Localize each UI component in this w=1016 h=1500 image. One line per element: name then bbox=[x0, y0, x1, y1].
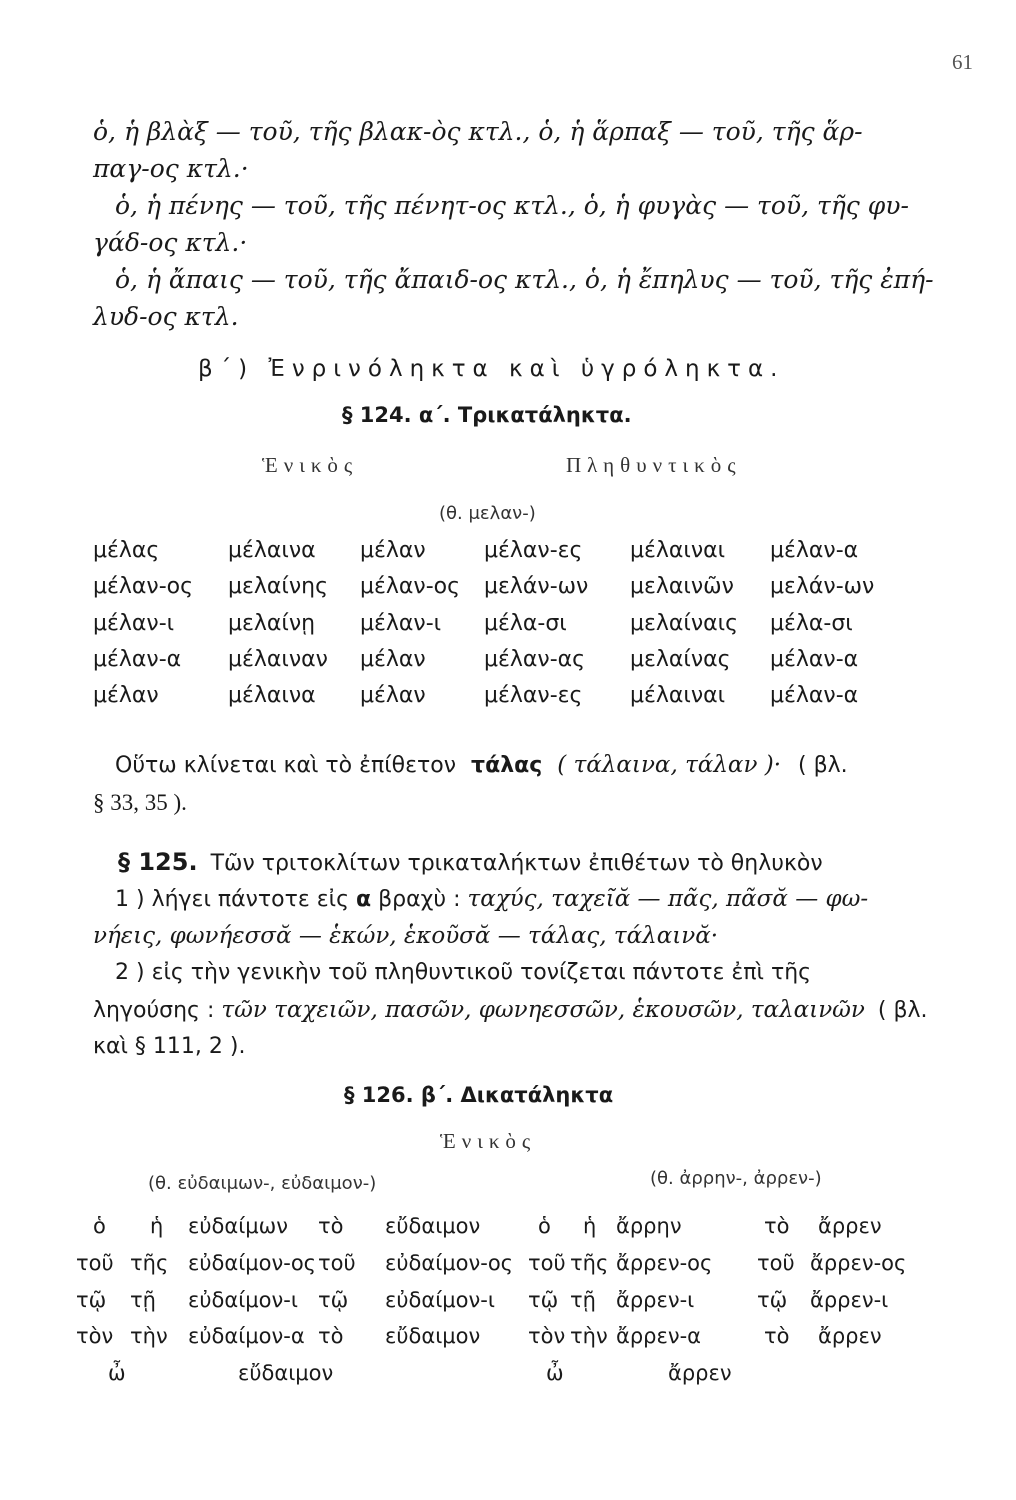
sec125-text: 1 ) λήγει πάντοτε εἰς bbox=[115, 887, 349, 912]
cell: μέλαν-α bbox=[770, 538, 859, 563]
sec125-line-5 bbox=[93, 997, 928, 1023]
cell: εὐδαίμον-α bbox=[188, 1324, 305, 1348]
cell: μέλαιναι bbox=[630, 683, 726, 708]
note-text: Οὕτω κλίνεται καὶ τὸ ἐπίθετον bbox=[115, 753, 457, 778]
cell: ἄρρεν-ος bbox=[616, 1251, 713, 1275]
cell: τῷ bbox=[76, 1288, 107, 1312]
cell: εὐδαίμον-ος bbox=[188, 1251, 316, 1275]
cell: ἄρρην bbox=[616, 1214, 682, 1238]
note-line-1 bbox=[115, 752, 848, 778]
intro-line-6: λυδ-ος κτλ. bbox=[93, 302, 239, 331]
sec125-line-3: νήεις, φωνήεσσᾰ — ἑκών, ἑκοῦσᾰ — τάλας, τάλαινᾰ· bbox=[93, 923, 719, 949]
cell: τοῦ bbox=[528, 1251, 566, 1275]
cell: μέλαν-α bbox=[770, 683, 859, 708]
intro-line-1: ὁ, ἡ βλὰξ — τοῦ, τῆς βλακ-ὸς κτλ., ὁ, ἡ ἅρπαξ — τοῦ, τῆς ἅρ- bbox=[93, 117, 863, 146]
cell: μέλαν-ος bbox=[93, 574, 194, 599]
cell: ἄρρεν-ι bbox=[616, 1288, 695, 1312]
cell: μελαινῶν bbox=[630, 574, 734, 599]
section-126-title: § 126. β΄. Δικατάληκτα bbox=[344, 1083, 614, 1107]
cell: ἄρρεν bbox=[668, 1361, 732, 1385]
note-word-talas: τάλας bbox=[471, 753, 543, 778]
cell: τοῦ bbox=[757, 1251, 795, 1275]
cell: ἡ bbox=[150, 1214, 164, 1238]
cell: τὸ bbox=[318, 1214, 344, 1238]
sec125-ref: ( βλ. bbox=[877, 998, 928, 1023]
cell: ἄρρεν-α bbox=[616, 1324, 702, 1348]
cell: μέλαν-α bbox=[770, 647, 859, 672]
cell: εὐδαίμον-ι bbox=[385, 1288, 495, 1312]
cell: τῇ bbox=[130, 1288, 156, 1312]
sec125-line-2 bbox=[115, 886, 868, 912]
cell: μέλα-σι bbox=[770, 611, 853, 636]
note-line-2: § 33, 35 ). bbox=[93, 790, 187, 815]
cell: τὸ bbox=[318, 1324, 344, 1348]
section-124-title: § 124. α΄. Τρικατάληκτα. bbox=[342, 403, 632, 427]
sec125-text: ληγούσης : bbox=[93, 998, 215, 1023]
cell: εὔδαιμον bbox=[385, 1214, 481, 1238]
cell: μέλαν bbox=[93, 683, 159, 708]
cell: τῷ bbox=[528, 1288, 559, 1312]
cell: μέλαν bbox=[360, 683, 426, 708]
cell: μέλαν-ι bbox=[93, 611, 175, 636]
page-number: 61 bbox=[952, 50, 973, 74]
cell: μελάν-ων bbox=[484, 574, 589, 599]
cell: ὦ bbox=[108, 1361, 126, 1385]
note-forms: ( τάλαινα, τάλαν )· bbox=[557, 752, 782, 778]
cell: μέλαν-ες bbox=[484, 538, 583, 563]
cell: τοῦ bbox=[318, 1251, 356, 1275]
cell: ἄρρεν bbox=[818, 1214, 882, 1238]
cell: μελάν-ων bbox=[770, 574, 875, 599]
intro-line-4: γάδ-ος κτλ.· bbox=[93, 228, 248, 257]
sec125-genitives: τῶν ταχειῶν, πασῶν, φωνηεσσῶν, ἑκουσῶν, ταλαινῶν bbox=[221, 997, 865, 1023]
cell: τῇ bbox=[570, 1288, 596, 1312]
cell: ἄρρεν-ος bbox=[810, 1251, 907, 1275]
section-heading-b: β΄) Ἐνρινόληκτα καὶ ὑγρόληκτα. bbox=[198, 356, 785, 382]
singular-label: Ἑνικὸς bbox=[262, 453, 359, 477]
cell: ὦ bbox=[546, 1361, 564, 1385]
cell: εὐδαίμων bbox=[188, 1214, 288, 1238]
cell: μέλαν-ι bbox=[360, 611, 442, 636]
intro-line-5: ὁ, ἡ ἄπαις — τοῦ, τῆς ἄπαιδ-ος κτλ., ὁ, ἡ ἔπηλυς — τοῦ, τῆς ἐπή- bbox=[115, 265, 934, 294]
cell: τὸν bbox=[76, 1324, 114, 1348]
theme-right: (θ. ἀρρην-, ἀρρεν-) bbox=[650, 1168, 822, 1189]
cell: εὐδαίμον-ος bbox=[385, 1251, 513, 1275]
sec125-examples: ταχύς, ταχεῖᾰ — πᾶς, πᾶσᾰ — φω- bbox=[467, 886, 869, 912]
sec125-line-4: 2 ) εἰς τὴν γενικὴν τοῦ πληθυντικοῦ τονίζεται πάντοτε ἐπὶ τῆς bbox=[115, 960, 812, 985]
cell: εὔδαιμον bbox=[385, 1324, 481, 1348]
cell: μελαίναις bbox=[630, 611, 739, 636]
sec125-line-6: καὶ § 111, 2 ). bbox=[93, 1034, 246, 1059]
cell: μελαίνῃ bbox=[228, 611, 316, 636]
cell: μέλαιναν bbox=[228, 647, 328, 672]
cell: μέλαινα bbox=[228, 683, 316, 708]
cell: τῷ bbox=[757, 1288, 788, 1312]
sec125-alpha: α bbox=[356, 887, 372, 912]
sec125-text: Τῶν τριτοκλίτων τρικαταλήκτων ἐπιθέτων τὸ θηλυκὸν bbox=[210, 851, 823, 876]
cell: τὸν bbox=[528, 1324, 566, 1348]
note-ref: ( βλ. bbox=[798, 753, 848, 778]
cell: τὸ bbox=[764, 1214, 790, 1238]
cell: μέλας bbox=[93, 538, 160, 563]
cell: μέλαν bbox=[360, 538, 426, 563]
cell: ἄρρεν bbox=[818, 1324, 882, 1348]
theme-left: (θ. εὐδαιμων-, εὐδαιμον-) bbox=[148, 1173, 377, 1194]
cell: μέλαν-α bbox=[93, 647, 182, 672]
cell: ἄρρεν-ι bbox=[810, 1288, 889, 1312]
sec125-text: βραχὺ : bbox=[378, 887, 461, 912]
intro-line-3: ὁ, ἡ πένης — τοῦ, τῆς πένητ-ος κτλ., ὁ, ἡ φυγὰς — τοῦ, τῆς φυ- bbox=[115, 191, 909, 220]
cell: τῷ bbox=[318, 1288, 349, 1312]
singular-label-126: Ἑνικὸς bbox=[440, 1129, 537, 1153]
cell: τῆς bbox=[570, 1251, 609, 1275]
plural-label: Πληθυντικὸς bbox=[566, 453, 742, 477]
cell: ὁ bbox=[538, 1214, 551, 1238]
cell: μέλα-σι bbox=[484, 611, 567, 636]
cell: μέλαν-ας bbox=[484, 647, 586, 672]
intro-line-2: παγ-ος κτλ.· bbox=[93, 154, 249, 183]
cell: τὴν bbox=[570, 1324, 608, 1348]
cell: εὐδαίμον-ι bbox=[188, 1288, 298, 1312]
cell: ὁ bbox=[93, 1214, 106, 1238]
cell: μέλαιναι bbox=[630, 538, 726, 563]
cell: μέλαν bbox=[360, 647, 426, 672]
cell: μελαίνης bbox=[228, 574, 328, 599]
theme-label: (θ. μελαν-) bbox=[439, 503, 536, 524]
cell: τὴν bbox=[130, 1324, 168, 1348]
cell: μελαίνας bbox=[630, 647, 731, 672]
sec125-line-1 bbox=[118, 848, 823, 876]
cell: ἡ bbox=[583, 1214, 597, 1238]
cell: τὸ bbox=[764, 1324, 790, 1348]
section-125-number: § 125. bbox=[118, 848, 198, 876]
cell: μέλαινα bbox=[228, 538, 316, 563]
cell: τῆς bbox=[130, 1251, 169, 1275]
cell: τοῦ bbox=[76, 1251, 114, 1275]
cell: μέλαν-ος bbox=[360, 574, 461, 599]
cell: εὔδαιμον bbox=[238, 1361, 334, 1385]
cell: μέλαν-ες bbox=[484, 683, 583, 708]
